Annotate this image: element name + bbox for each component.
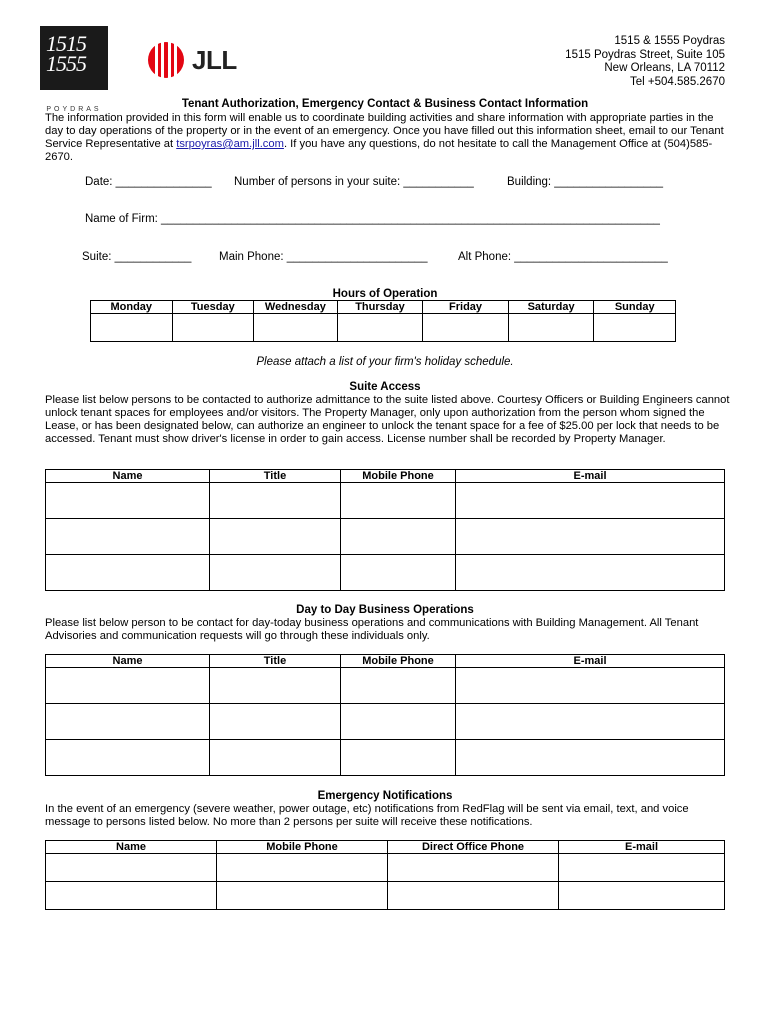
address-line: 1515 Poydras Street, Suite 105 (565, 48, 725, 61)
address-line: Tel +504.585.2670 (630, 75, 725, 88)
emergency-table (45, 840, 725, 910)
column-header: E-mail (456, 655, 725, 668)
table-cell[interactable] (341, 555, 456, 591)
emergency-text: In the event of an emergency (severe weather, power outage, etc) notifications from RedFlag will be sent via email, text, and voice message to persons listed below. No more than 2 persons per suite will receive these notifications. (45, 803, 689, 828)
table-cell[interactable] (210, 483, 341, 519)
table-cell[interactable] (46, 740, 210, 776)
table-cell[interactable] (46, 519, 210, 555)
column-header: Name (46, 841, 217, 854)
hours-cell[interactable] (508, 314, 594, 342)
column-header: Direct Office Phone (388, 841, 559, 854)
address-line: 1515 & 1555 Poydras (614, 35, 725, 47)
main-phone-field[interactable]: Main Phone: ______________________ (219, 251, 428, 263)
hours-cell[interactable] (423, 314, 509, 342)
suite-access-text: Please list below persons to be contacted to authorize admittance to the suite listed above. Courtesy Officers or Building Engineers cannot unlock tenant spaces for employees and/or visitors. The Property Manager, only upon authorization from the person whom signed the Lease, or has been designated below, can authorize an engineer to unlock the tenant space for a fee of $25.00 per lock that needs to be accessed. Tenant must show driver's license in order to gain access. License number shall be recorded by Property Manager. (45, 394, 730, 445)
logo-line1: 1515 (46, 31, 86, 56)
table-cell[interactable] (559, 882, 725, 910)
table-cell[interactable] (341, 483, 456, 519)
table-cell[interactable] (456, 704, 725, 740)
table-cell[interactable] (46, 854, 217, 882)
hours-cell[interactable] (337, 314, 423, 342)
hours-cell[interactable] (254, 314, 338, 342)
table-cell[interactable] (456, 519, 725, 555)
table-cell[interactable] (46, 882, 217, 910)
table-cell[interactable] (456, 483, 725, 519)
table-cell[interactable] (388, 854, 559, 882)
jll-mark-icon (146, 40, 186, 80)
column-header: Name (46, 655, 210, 668)
day-header: Friday (423, 301, 509, 314)
intro-paragraph (45, 112, 730, 164)
column-header: E-mail (456, 470, 725, 483)
alt-phone-field[interactable]: Alt Phone: ________________________ (458, 251, 668, 263)
day-header: Thursday (337, 301, 423, 314)
table-cell[interactable] (210, 668, 341, 704)
table-cell[interactable] (210, 519, 341, 555)
table-cell[interactable] (456, 555, 725, 591)
jll-wordmark: JLL (192, 44, 237, 75)
logo-line2: 1555 (46, 51, 86, 76)
firm-field[interactable]: Name of Firm: ______________________________________________________________________________ (85, 213, 660, 225)
table-cell[interactable] (217, 882, 388, 910)
address-line: New Orleans, LA 70112 (604, 62, 725, 74)
hours-cell[interactable] (594, 314, 676, 342)
business-text: Please list below person to be contact for day-today business operations and communications with Building Management. All Tenant Advisories and communication requests will go through these individuals only. (45, 617, 699, 642)
suite-access-table (45, 469, 725, 591)
day-header: Wednesday (254, 301, 338, 314)
hours-cell[interactable] (172, 314, 254, 342)
table-cell[interactable] (46, 555, 210, 591)
hours-cell[interactable] (91, 314, 173, 342)
jll-logo (146, 40, 237, 80)
day-header: Monday (91, 301, 173, 314)
address-block (565, 35, 725, 89)
table-cell[interactable] (456, 740, 725, 776)
form-title: Tenant Authorization, Emergency Contact & Business Contact Information (181, 98, 589, 110)
table-cell[interactable] (217, 854, 388, 882)
column-header: Mobile Phone (341, 470, 456, 483)
table-cell[interactable] (210, 704, 341, 740)
suite-access-heading: Suite Access (349, 381, 421, 393)
building-field[interactable]: Building: _________________ (507, 176, 664, 188)
table-cell[interactable] (210, 740, 341, 776)
email-link[interactable]: tsrpoyras@am.jll.com (176, 138, 284, 150)
business-heading: Day to Day Business Operations (296, 604, 474, 616)
table-cell[interactable] (341, 740, 456, 776)
column-header: Name (46, 470, 210, 483)
hours-table (90, 300, 676, 342)
hours-heading: Hours of Operation (332, 288, 438, 300)
table-cell[interactable] (46, 483, 210, 519)
date-field[interactable]: Date: _______________ (85, 176, 212, 188)
intro-text-end: . If you have any questions, do not hesitate to call the Management Office at (504)585-2670. (45, 138, 713, 163)
column-header: E-mail (559, 841, 725, 854)
day-header: Tuesday (172, 301, 254, 314)
table-cell[interactable] (210, 555, 341, 591)
business-table (45, 654, 725, 776)
table-cell[interactable] (388, 882, 559, 910)
table-cell[interactable] (46, 704, 210, 740)
column-header: Mobile Phone (217, 841, 388, 854)
table-cell[interactable] (46, 668, 210, 704)
column-header: Title (210, 470, 341, 483)
table-cell[interactable] (456, 668, 725, 704)
column-header: Mobile Phone (341, 655, 456, 668)
column-header: Title (210, 655, 341, 668)
holiday-note: Please attach a list of your firm's holiday schedule. (256, 356, 514, 368)
intro-text: The information provided in this form will enable us to coordinate building activities and share information with appropriate parties in the day to day operations of the property or in the event of an emergency. Once you have filled out this information sheet, email to our Tenant Service Representative at (45, 112, 724, 150)
logo-sub: POYDRAS (46, 106, 102, 113)
persons-field[interactable]: Number of persons in your suite: ___________ (234, 176, 474, 188)
day-header: Saturday (508, 301, 594, 314)
logo-1515-1555 (40, 26, 108, 113)
suite-field[interactable]: Suite: ____________ (82, 251, 192, 263)
emergency-heading: Emergency Notifications (317, 790, 453, 802)
table-cell[interactable] (341, 519, 456, 555)
table-cell[interactable] (341, 668, 456, 704)
table-cell[interactable] (559, 854, 725, 882)
day-header: Sunday (594, 301, 676, 314)
table-cell[interactable] (341, 704, 456, 740)
